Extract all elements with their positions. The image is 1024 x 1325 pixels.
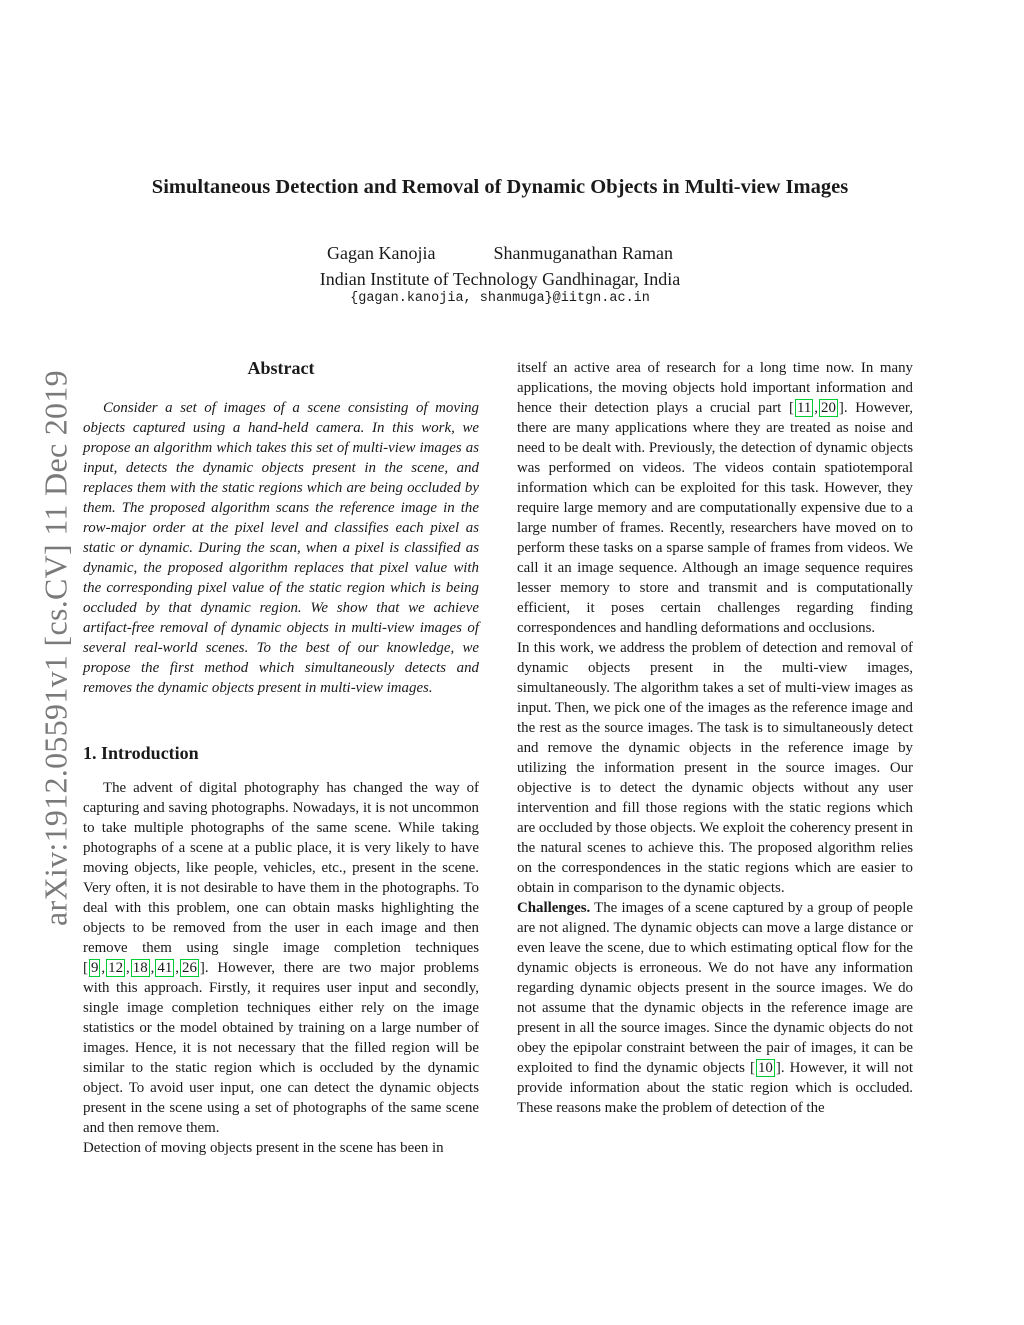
- citation-link[interactable]: 12: [108, 960, 124, 976]
- intro-paragraph-2-start: Detection of moving objects present in the scene has been in: [83, 1140, 444, 1156]
- abstract-heading: Abstract: [247, 358, 315, 378]
- section-heading-introduction: 1. Introduction: [83, 743, 199, 763]
- citation-group: [ 9 , 12 , 18 , 41 , 26 ]: [83, 960, 205, 976]
- citation-link[interactable]: 26: [182, 960, 197, 976]
- citation-link[interactable]: 18: [132, 960, 148, 976]
- author-block: [0, 240, 1000, 292]
- paragraph-text: itself an active area of research for a long time now. In many applications, the moving objects hold important information and hence their detection plays a crucial part: [517, 360, 913, 416]
- arxiv-identifier: arXiv:1912.05591v1 [cs.CV] 11 Dec 2019: [37, 370, 74, 926]
- author-1: Gagan Kanojia: [327, 243, 436, 263]
- citation-link[interactable]: 10: [757, 1060, 773, 1076]
- citation-group: [ 10 ]: [750, 1060, 781, 1076]
- intro-paragraph-1: [83, 778, 479, 1138]
- affiliation: Indian Institute of Technology Gandhinagar, India: [319, 269, 681, 289]
- citation-link[interactable]: 41: [157, 960, 173, 976]
- intro-paragraph-3: In this work, we address the problem of detection and removal of dynamic objects present in the multi-view images, simultaneously. The algorithm takes a set of multi-view images as input. Then, we pick one of the images as the reference image and the rest as the source images. The task is to simultaneously detect and remove the dynamic objects in the reference image by utilizing the information present in the source images. Our objective is to detect the dynamic objects without any user intervention and fill those regions with the static regions which are occluded by those objects. We exploit the coherency present in the natural scenes to achieve this. The proposed algorithm relies on the correspondences in the static regions which are easier to obtain in comparison to the dynamic objects.: [517, 640, 913, 896]
- abstract-text: Consider a set of images of a scene consisting of moving objects captured using a hand-held camera. In this work, we propose an algorithm which takes this set of multi-view images as input, detects the dynamic objects present in the scene, and replaces them with the static regions which are being occluded by them. The proposed algorithm scans the reference image in the row-major order at the pixel level and classifies each pixel as static or dynamic. During the scan, when a pixel is classified as dynamic, the proposed algorithm replaces that pixel value with the corresponding pixel value of the static region which is being occluded by that dynamic region. We show that we achieve artifact-free removal of dynamic objects in multi-view images of several real-world scenes. To the best of our knowledge, we propose the first method which simultaneously detects and removes the dynamic objects present in multi-view images.: [83, 400, 479, 696]
- citation-link[interactable]: 11: [796, 400, 812, 416]
- author-email: {gagan.kanojia, shanmuga}@iitgn.ac.in: [350, 291, 650, 306]
- citation-group: [ 11 , 20 ]: [788, 400, 844, 416]
- paragraph-text: The images of a scene captured by a group of people are not aligned. The dynamic objects can move a large distance or even leave the scene, due to which estimating optical flow for the dynamic objects is erroneous. We do not have any information regarding dynamic objects present in the source images. We do not assume that the dynamic objects in the reference image are present in all the source images. Since the dynamic objects do not obey the epipolar constraint between the pair of images, it can be exploited to find the dynamic objects: [517, 900, 913, 1076]
- paragraph-text: . However, there are two major problems with this approach. Firstly, it requires user input and secondly, single image completion techniques either rely on the image statistics or the model obtained by training on a large number of images. Hence, it is not necessary that the filled region will be similar to the static region which is occluded by the dynamic object. To avoid user input, one can detect the dynamic objects present in the scene using a set of photographs of the same scene and then remove them.: [83, 960, 479, 1136]
- citation-link[interactable]: 20: [821, 400, 836, 416]
- paragraph-text: . However, there are many applications where they are treated as noise and need to be dealt with. Previously, the detection of dynamic objects was performed on videos. The videos contain spatiotemporal information which can be exploited for this task. However, they require large memory and are computationally expensive due to a large number of frames. Recently, researchers have moved on to perform these tasks on a sparse sample of frames from videos. We call it an image sequence. Although an image sequence requires lesser memory to store and transmit and is computationally efficient, it poses certain challenges regarding finding correspondences and handling deformations and occlusions.: [517, 400, 913, 636]
- paragraph-text: . However, it will not provide information about the static region which is occluded. These reasons make the problem of detection of the: [517, 1060, 913, 1116]
- right-column: [517, 358, 913, 1118]
- challenges-label: Challenges.: [517, 900, 591, 916]
- citation-link[interactable]: 9: [90, 960, 99, 976]
- left-column: [83, 356, 479, 1158]
- paper-title: Simultaneous Detection and Removal of Dynamic Objects in Multi-view Images: [151, 176, 849, 198]
- author-2: Shanmuganathan Raman: [493, 243, 673, 263]
- paragraph-text: The advent of digital photography has changed the way of capturing and saving photographs. Nowadays, it is not uncommon to take multiple photographs of the same scene. While taking photographs of a scene at a public place, it is very likely to have moving objects, like people, vehicles, etc., present in the scene. Very often, it is not desirable to have them in the photographs. To deal with this problem, one can obtain masks highlighting the objects to be removed from the user in each image and then remove them using single image completion techniques: [83, 780, 479, 956]
- intro-paragraph-2-continued: [517, 358, 913, 638]
- intro-paragraph-challenges: [517, 898, 913, 1118]
